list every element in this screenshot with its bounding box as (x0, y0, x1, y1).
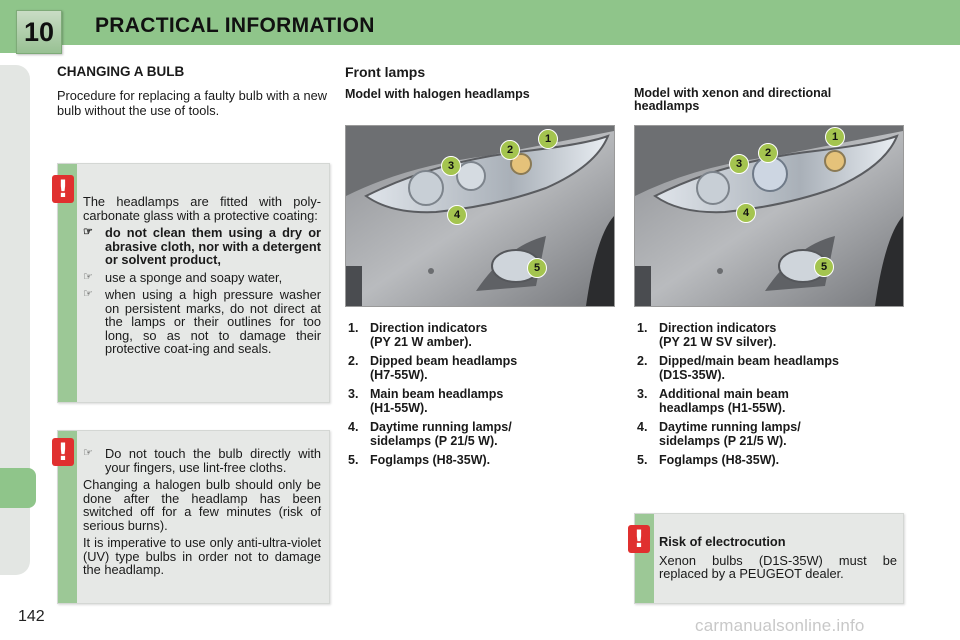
warning-paragraph: It is imperative to use only anti-ultra-violet (UV) type bulbs in order not to damage the headlamp. (83, 535, 321, 577)
legend-item: 1. Direction indicators (PY 21 W amber). (348, 321, 488, 349)
xenon-title (634, 87, 831, 113)
bullet-item (83, 447, 321, 474)
xenon-title-line: headlamps (634, 99, 700, 113)
legend-item: 3. Additional main beam headlamps (H1-55W). (637, 387, 789, 415)
legend-item: 1. Direction indicators (PY 21 W SV silver). (637, 321, 777, 349)
halogen-legend (348, 322, 578, 474)
callout-1: 1 (538, 129, 558, 149)
warning-content-bulb (83, 447, 321, 581)
legend-item: 5. Foglamps (H8-35W). (637, 453, 780, 467)
legend-item: 3. Main beam headlamps (H1-55W). (348, 387, 504, 415)
warning-icon: ! (52, 438, 74, 466)
warning-content-coating (83, 195, 321, 360)
legend-item: 2. Dipped/main beam headlamps (D1S-35W). (637, 354, 839, 382)
legend-item: 4. Daytime running lamps/ sidelamps (P 21/5 W). (637, 420, 801, 448)
callout-1: 1 (825, 127, 845, 147)
front-lamps-heading: Front lamps (345, 64, 426, 80)
callout-2: 2 (500, 140, 520, 160)
warning-text: The headlamps are fitted with poly-carbonate glass with a protective coating: (83, 194, 321, 223)
risk-text: Xenon bulbs (D1S-35W) must be replaced by a PEUGEOT dealer. (659, 552, 897, 581)
xenon-legend (637, 322, 897, 474)
pointer-icon: ☞ (83, 288, 93, 300)
chapter-number: 10 (16, 10, 62, 54)
callout-3: 3 (441, 156, 461, 176)
legend-item: 5. Foglamps (H8-35W). (348, 453, 491, 467)
callout-4: 4 (447, 205, 467, 225)
bullet-item (83, 271, 321, 285)
risk-title: Risk of electrocution (659, 534, 786, 549)
halogen-title: Model with halogen headlamps (345, 87, 530, 101)
legend-item: 2. Dipped beam headlamps (H7-55W). (348, 354, 518, 382)
bullet-item (83, 226, 321, 267)
warning-icon: ! (628, 525, 650, 553)
callout-2: 2 (758, 143, 778, 163)
warning-paragraph: Changing a halogen bulb should only be done after the headlamp has been switched off for a few minutes (risk of serious burns). (83, 477, 321, 533)
pointer-icon: ☞ (83, 270, 93, 283)
xenon-title-line: Model with xenon and directional (634, 86, 832, 100)
bullet-text: use a sponge and soapy water, (105, 269, 283, 285)
bullet-text: do not clean them using a dry or abrasive cloth, nor with a detergent or solvent product, (105, 225, 321, 267)
pointer-icon: ☞ (83, 447, 93, 459)
watermark: carmanualsonline.info (695, 616, 865, 635)
callout-5: 5 (814, 257, 834, 277)
changing-bulb-heading: CHANGING A BULB (57, 64, 185, 79)
callout-3: 3 (729, 154, 749, 174)
page-title: PRACTICAL INFORMATION (95, 14, 375, 37)
bullet-text: when using a high pressure washer on persistent marks, do not direct at the lamps or their outlines for too long, so as not to damage their protective coat-ing and seals. (105, 287, 321, 356)
callout-5: 5 (527, 258, 547, 278)
intro-text: Procedure for replacing a faulty bulb with a new bulb without the use of tools. (57, 88, 327, 118)
page-number: 142 (18, 608, 45, 625)
risk-content (659, 535, 897, 585)
bullet-item (83, 288, 321, 356)
bullet-text: Do not touch the bulb directly with your fingers, use lint-free cloths. (105, 446, 321, 475)
chapter-tab (0, 468, 36, 508)
legend-item: 4. Daytime running lamps/ sidelamps (P 21/5 W). (348, 420, 512, 448)
halogen-headlamp-photo (345, 125, 615, 307)
callout-4: 4 (736, 203, 756, 223)
warning-icon: ! (52, 175, 74, 203)
pointer-icon: ☞ (83, 226, 93, 238)
